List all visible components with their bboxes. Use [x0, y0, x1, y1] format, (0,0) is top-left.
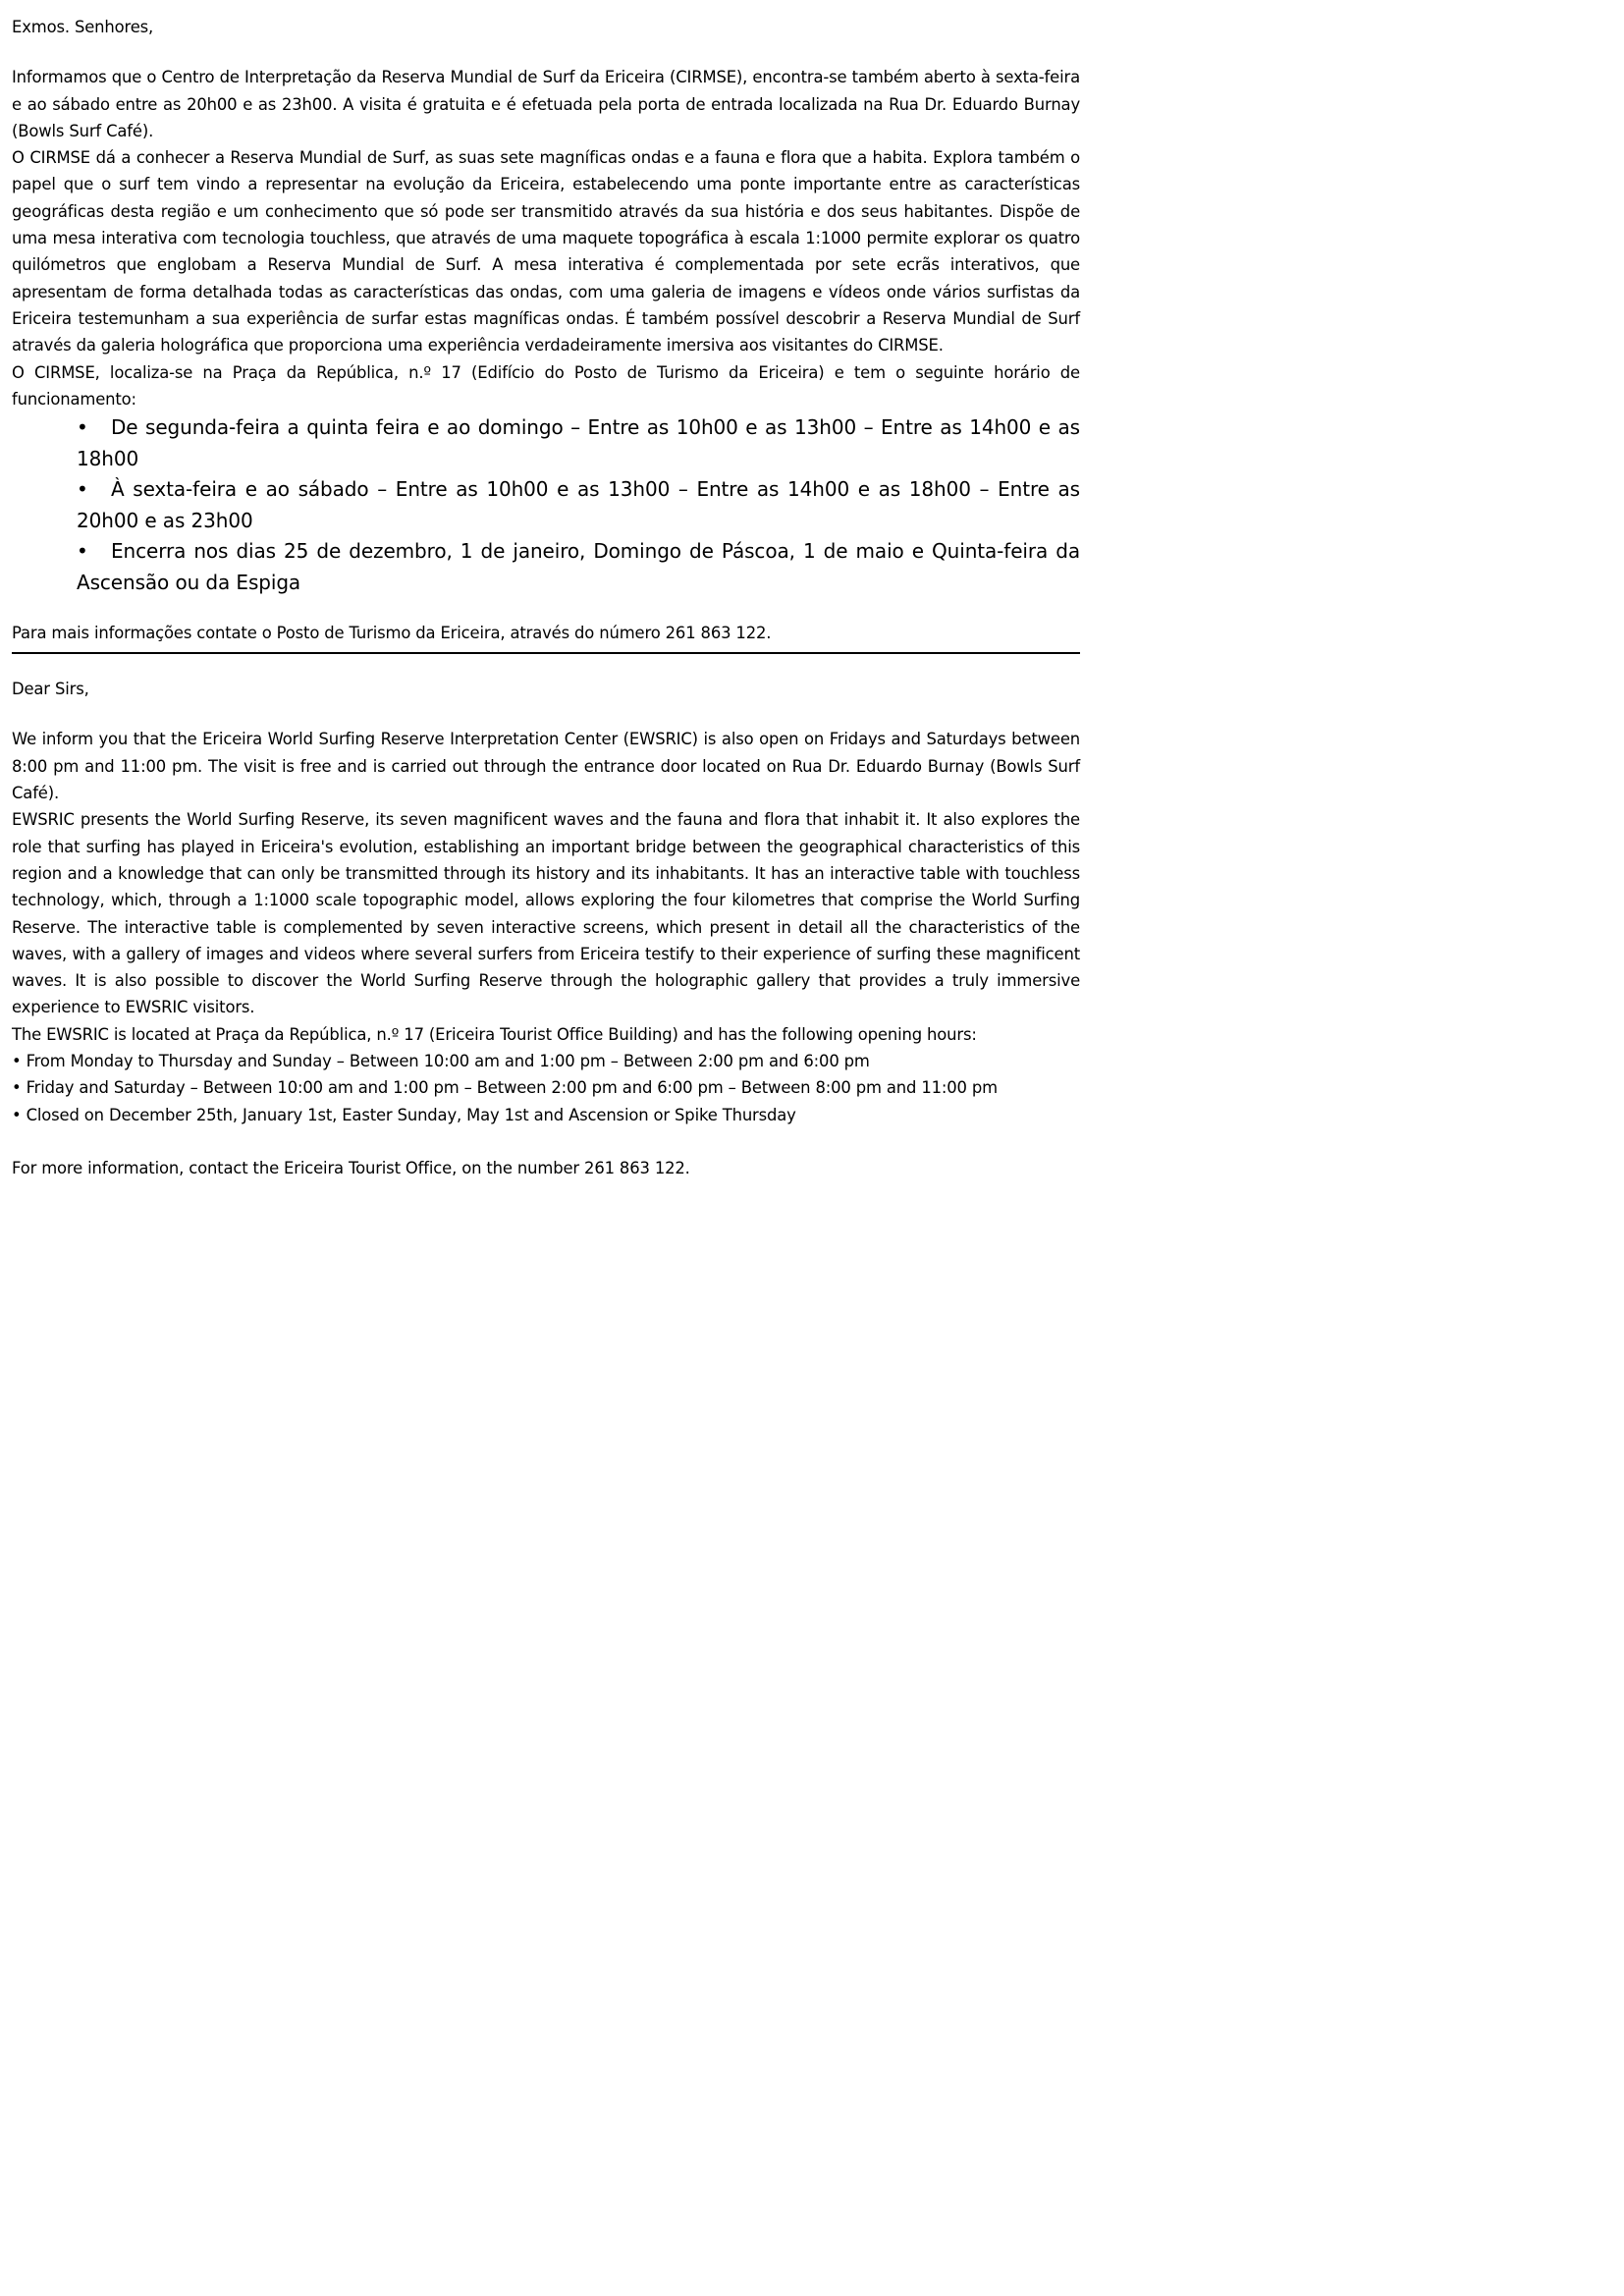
pt-hours-weekdays: De segunda-feira a quinta feira e ao domingo – Entre as 10h00 e as 13h00 – Entre as 14h00 e as 18h00 [77, 415, 1080, 470]
pt-paragraph-description: O CIRMSE dá a conhecer a Reserva Mundial de Surf, as suas sete magníficas ondas e a fauna e flora que a habita. Explora também o papel que o surf tem vindo a representar na evolução da Ericeira, estabelecendo uma ponte importante entre as características geográficas desta região e um conhecimento que só pode ser transmitido através da sua história e dos seus habitantes. Dispõe de uma mesa interativa com tecnologia touchless, que através de uma maquete topográfica à escala 1:1000 permite explorar os quatro quilómetros que englobam a Reserva Mundial de Surf. A mesa interativa é complementada por sete ecrãs interativos, que apresentam de forma detalhada todas as características das ondas, com uma galeria de imagens e vídeos onde vários surfistas da Ericeira testemunham a sua experiência de surfar estas magníficas ondas. É também possível descobrir a Reserva Mundial de Surf através da galeria holográfica que proporciona uma experiência verdadeiramente imersiva aos visitantes do CIRMSE. [12, 148, 1080, 355]
en-paragraph-intro: We inform you that the Ericeira World Surfing Reserve Interpretation Center (EWSRIC) is also open on Fridays and Saturdays between 8:00 pm and 11:00 pm. The visit is free and is carried out through the entrance door located on Rua Dr. Eduardo Burnay (Bowls Surf Café). [12, 730, 1080, 803]
bullet-icon: • [77, 415, 88, 440]
pt-greeting: Exmos. Senhores, [12, 18, 154, 36]
english-section [12, 676, 1080, 1181]
pt-hours-list [12, 412, 1080, 598]
en-hours-weekend: • Friday and Saturday – Between 10:00 am and 1:00 pm – Between 2:00 pm and 6:00 pm – Between 8:00 pm and 11:00 pm [12, 1078, 998, 1098]
pt-paragraph-intro: Informamos que o Centro de Interpretação da Reserva Mundial de Surf da Ericeira (CIRMSE), encontra-se também aberto à sexta-feira e ao sábado entre as 20h00 e as 23h00. A visita é gratuita e é efetuada pela porta de entrada localizada na Rua Dr. Eduardo Burnay (Bowls Surf Café). [12, 68, 1080, 140]
document-page [12, 14, 1080, 1181]
list-item [12, 536, 1080, 598]
pt-hours-weekend: À sexta-feira e ao sábado – Entre as 10h00 e as 13h00 – Entre as 14h00 e as 18h00 – Entre as 20h00 e as 23h00 [77, 477, 1080, 532]
en-paragraph-location: The EWSRIC is located at Praça da República, n.º 17 (Ericeira Tourist Office Building) and has the following opening hours: [12, 1024, 977, 1044]
bullet-icon: • [77, 539, 88, 564]
en-hours-closed: • Closed on December 25th, January 1st, Easter Sunday, May 1st and Ascension or Spike Thursday [12, 1105, 796, 1124]
bullet-icon: • [77, 477, 88, 502]
portuguese-section [12, 14, 1080, 654]
list-item [12, 474, 1080, 536]
list-item [12, 412, 1080, 474]
en-hours-weekdays: • From Monday to Thursday and Sunday – Between 10:00 am and 1:00 pm – Between 2:00 pm and 6:00 pm [12, 1052, 870, 1071]
en-hours-list [12, 1048, 1080, 1128]
en-contact: For more information, contact the Ericeira Tourist Office, on the number 261 863 122. [12, 1158, 690, 1177]
pt-paragraph-location: O CIRMSE, localiza-se na Praça da República, n.º 17 (Edifício do Posto de Turismo da Ericeira) e tem o seguinte horário de funcionamento: [12, 362, 1080, 409]
en-paragraph-description: EWSRIC presents the World Surfing Reserve, its seven magnificent waves and the fauna and flora that inhabit it. It also explores the role that surfing has played in Ericeira's evolution, establishing an important bridge between the geographical characteristics of this region and a knowledge that can only be transmitted through its history and its inhabitants. It has an interactive table with touchless technology, which, through a 1:1000 scale topographic model, allows exploring the four kilometres that comprise the World Surfing Reserve. The interactive table is complemented by seven interactive screens, which present in detail all the characteristics of the waves, with a gallery of images and videos where several surfers from Ericeira testify to their experience of surfing these magnificent waves. It is also possible to discover the World Surfing Reserve through the holographic gallery that provides a truly immersive experience to EWSRIC visitors. [12, 810, 1080, 1017]
en-greeting: Dear Sirs, [12, 680, 89, 699]
pt-hours-closed: Encerra nos dias 25 de dezembro, 1 de janeiro, Domingo de Páscoa, 1 de maio e Quinta-feira da Ascensão ou da Espiga [77, 539, 1080, 594]
pt-contact: Para mais informações contate o Posto de Turismo da Ericeira, através do número 261 863 122. [12, 621, 1080, 654]
